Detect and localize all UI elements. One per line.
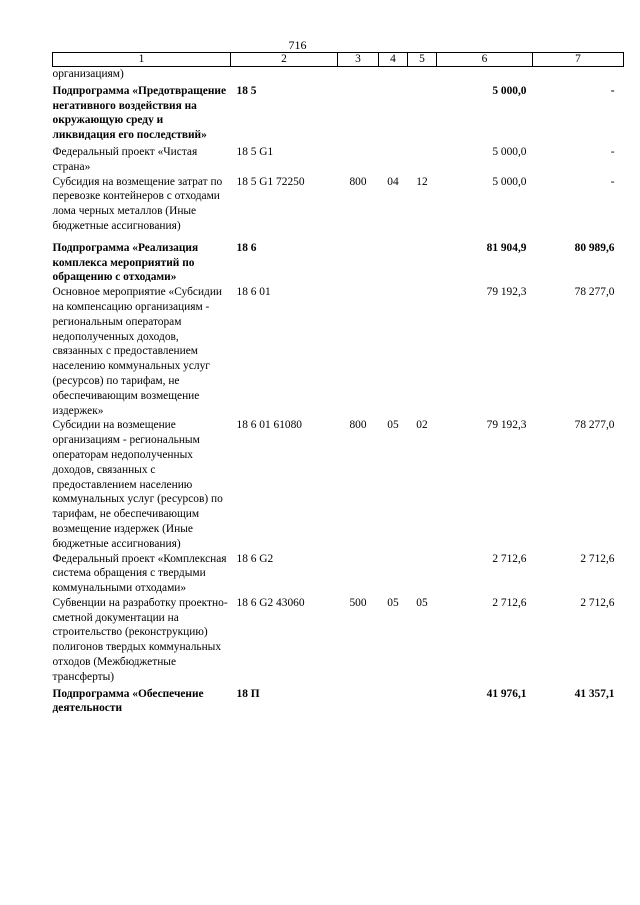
row-amount-7: - bbox=[610, 175, 615, 188]
row-vr bbox=[338, 552, 379, 596]
row-amount-6: 81 904,9 bbox=[486, 241, 527, 254]
table-row bbox=[53, 175, 624, 234]
row-rz bbox=[379, 552, 408, 596]
row-code bbox=[231, 67, 338, 82]
table-row bbox=[53, 418, 624, 551]
column-header: 2 bbox=[231, 53, 338, 67]
row-code: 18 5 bbox=[236, 84, 257, 97]
row-amount-7: 2 712,6 bbox=[580, 596, 615, 609]
table-row bbox=[53, 67, 624, 82]
row-pr: 05 bbox=[416, 596, 428, 609]
row-amount-6: 79 192,3 bbox=[486, 286, 527, 299]
row-amount-7: - bbox=[610, 145, 615, 158]
row-vr: 800 bbox=[349, 175, 367, 188]
row-amount-7: 2 712,6 bbox=[580, 552, 615, 565]
row-amount-6: 2 712,6 bbox=[492, 596, 527, 609]
row-code: 18 5 G1 72250 bbox=[236, 175, 305, 188]
row-name: Подпрограмма «Обеспечение деятельности bbox=[52, 687, 204, 715]
table-row bbox=[53, 596, 624, 685]
table-row bbox=[53, 285, 624, 418]
budget-table bbox=[52, 52, 624, 716]
row-vr bbox=[338, 82, 379, 143]
row-vr bbox=[338, 234, 379, 285]
table-row bbox=[53, 685, 624, 717]
row-name: Субсидия на возмещение затрат по перевозке контейнеров с отходами лома черных металлов (Иные бюджетные ассигнования) bbox=[52, 175, 223, 232]
row-pr bbox=[408, 67, 437, 82]
row-rz bbox=[379, 234, 408, 285]
row-amount-6: 5 000,0 bbox=[492, 84, 527, 97]
column-header: 5 bbox=[408, 53, 437, 67]
row-name: организациям) bbox=[52, 68, 124, 80]
row-amount-6: 41 976,1 bbox=[486, 687, 527, 700]
row-code: 18 6 bbox=[236, 241, 257, 254]
column-header: 7 bbox=[533, 53, 624, 67]
row-vr bbox=[338, 67, 379, 82]
row-amount-7: 41 357,1 bbox=[574, 687, 615, 700]
row-amount-6: 5 000,0 bbox=[492, 175, 527, 188]
row-amount-6 bbox=[437, 67, 533, 82]
row-vr bbox=[338, 143, 379, 175]
row-amount-6: 2 712,6 bbox=[492, 552, 527, 565]
table-row bbox=[53, 82, 624, 143]
row-amount-6: 79 192,3 bbox=[486, 419, 527, 432]
row-rz bbox=[379, 82, 408, 143]
column-header: 4 bbox=[379, 53, 408, 67]
row-code: 18 6 G2 43060 bbox=[236, 596, 305, 609]
row-rz: 05 bbox=[387, 419, 399, 432]
row-vr: 800 bbox=[349, 419, 367, 432]
row-code: 18 6 G2 bbox=[236, 552, 274, 565]
row-rz bbox=[379, 143, 408, 175]
row-pr: 12 bbox=[416, 175, 428, 188]
table-row bbox=[53, 234, 624, 285]
row-pr bbox=[408, 685, 437, 717]
table-row bbox=[53, 552, 624, 596]
table-header-row bbox=[53, 53, 624, 67]
page-number: 716 bbox=[288, 38, 307, 52]
row-code: 18 5 G1 bbox=[236, 145, 274, 158]
row-rz: 05 bbox=[387, 596, 399, 609]
row-code: 18 6 01 bbox=[236, 286, 271, 299]
column-header: 3 bbox=[338, 53, 379, 67]
row-pr bbox=[408, 234, 437, 285]
row-pr bbox=[408, 82, 437, 143]
table-row bbox=[53, 143, 624, 175]
row-vr: 500 bbox=[349, 596, 367, 609]
row-name: Субсидии на возмещение организациям - региональным операторам недополученных доходов, связанных с предоставлением населению коммунальных услуг (ресурсов) по тарифам, не обеспечивающим возмещение издержек (Иные бюджетные ассигнования) bbox=[52, 419, 223, 550]
row-rz bbox=[379, 67, 408, 82]
row-code: 18 П bbox=[236, 687, 260, 700]
column-header: 1 bbox=[53, 53, 231, 67]
row-name: Субвенции на разработку проектно-сметной документации на строительство (реконструкцию) полигонов твердых коммунальных отходов (Межбюджетные трансферты) bbox=[52, 596, 228, 683]
column-header: 6 bbox=[437, 53, 533, 67]
row-vr bbox=[338, 685, 379, 717]
row-amount-6: 5 000,0 bbox=[492, 145, 527, 158]
row-rz: 04 bbox=[387, 175, 399, 188]
row-rz bbox=[379, 285, 408, 418]
row-pr bbox=[408, 143, 437, 175]
row-amount-7 bbox=[533, 67, 624, 82]
row-pr: 02 bbox=[416, 419, 428, 432]
row-name: Подпрограмма «Реализация комплекса мероприятий по обращению с отходами» bbox=[52, 241, 199, 284]
row-name: Основное мероприятие «Субсидии на компенсацию организациям - региональным операторам недополученных доходов, связанных с предоставлением населению коммунальных услуг (ресурсов) по тарифам, не обеспечивающим возмещение издержек» bbox=[52, 286, 223, 417]
row-code: 18 6 01 61080 bbox=[236, 419, 302, 432]
row-amount-7: 80 989,6 bbox=[574, 241, 615, 254]
row-amount-7: 78 277,0 bbox=[574, 419, 615, 432]
row-pr bbox=[408, 552, 437, 596]
row-name: Подпрограмма «Предотвращение негативного воздействия на окружающую среду и ликвидация его последствий» bbox=[52, 84, 227, 142]
row-name: Федеральный проект «Комплексная система обращения с твердыми коммунальными отходами» bbox=[52, 552, 227, 595]
row-rz bbox=[379, 685, 408, 717]
row-pr bbox=[408, 285, 437, 418]
row-amount-7: 78 277,0 bbox=[574, 286, 615, 299]
row-name: Федеральный проект «Чистая страна» bbox=[52, 145, 198, 173]
row-vr bbox=[338, 285, 379, 418]
row-amount-7: - bbox=[610, 84, 615, 97]
